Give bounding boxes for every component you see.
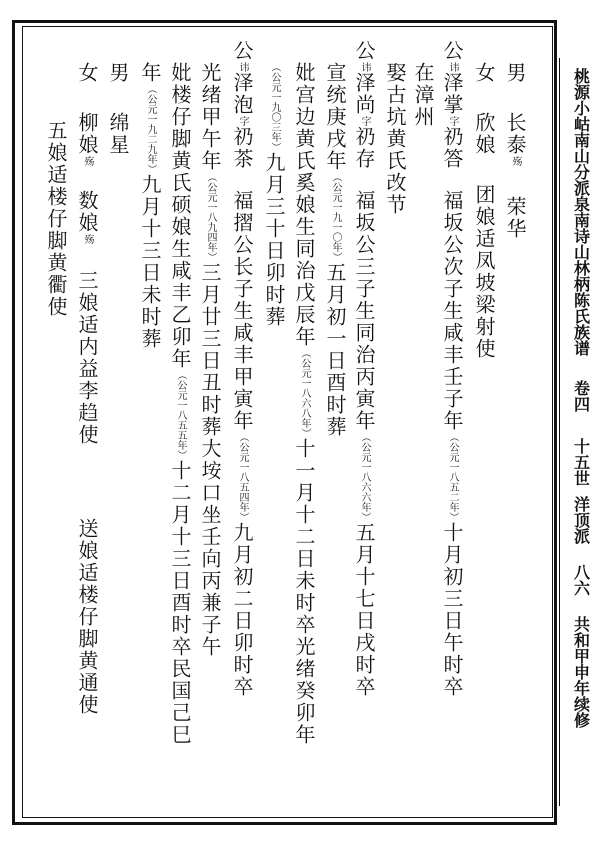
text-column-fifth-daughter: 五娘适楼仔脚黄衢使	[44, 120, 68, 318]
text-column-zepao: 公讳泽泡字礽茶福摺公长子生咸丰甲寅年（公元一八五四年）九月初二日卯时卒	[230, 40, 254, 698]
text-column-marriage: 娶古坑黄氏改节	[383, 62, 407, 216]
text-column-daughters-2: 女柳娘殇数娘殇三娘适内益李趋使送娘适楼仔脚黄通使	[75, 62, 99, 716]
text-column-zezhang: 公讳泽掌字礽答福坂公次子生咸丰壬子年（公元一八五二年）十月初三日午时卒	[440, 40, 464, 698]
margin-volume: 卷四	[571, 380, 591, 412]
text-column-xuantong: 宣统庚戌年（公元一九一〇年）五月初一日酉时葬	[323, 62, 347, 438]
text-column-zeshang: 公讳泽尚字礽存福坂公三子生同治丙寅年（公元一八六六年）五月十七日戌时卒	[352, 40, 376, 698]
text-column-daughters-1: 女欣娘团娘适凤坡梁射使	[472, 62, 496, 360]
text-column-sons-1: 男长泰殇荣华	[503, 62, 527, 240]
text-column-wife-xi: 妣宫边黄氏奚娘生同治戊辰年（公元一八六八年）十一月十二日未时卒光绪癸卯年	[292, 62, 316, 746]
margin-column	[562, 58, 600, 818]
margin-page: 八六	[571, 564, 591, 596]
text-column-zai-zhangzhou: 在漳州	[411, 62, 435, 128]
margin-branch: 洋顶派	[571, 496, 591, 544]
margin-generation: 十五世	[571, 438, 591, 486]
margin-title: 桃源小岵南山分派泉南诗山林柄陈氏族谱	[571, 68, 591, 356]
text-column-burial-1929: 年（公元一九二九年）九月十三日未时葬	[138, 62, 162, 350]
margin-divider	[559, 58, 560, 806]
text-column-wife-shuo: 妣楼仔脚黄氏硕娘生咸丰乙卯年（公元一八五五年）十二月十三日酉时卒民国己巳	[168, 62, 192, 746]
text-column-burial-1903: （公元一九〇三年）九月三十日卯时葬	[262, 62, 286, 328]
text-column-sons-2: 男绵星	[106, 62, 130, 156]
text-column-guangxu: 光绪甲午年（公元一八九四年）三月廿三日丑时葬大垵口坐壬向丙兼子午	[198, 62, 222, 658]
margin-edition: 共和甲申年续修	[571, 616, 591, 728]
